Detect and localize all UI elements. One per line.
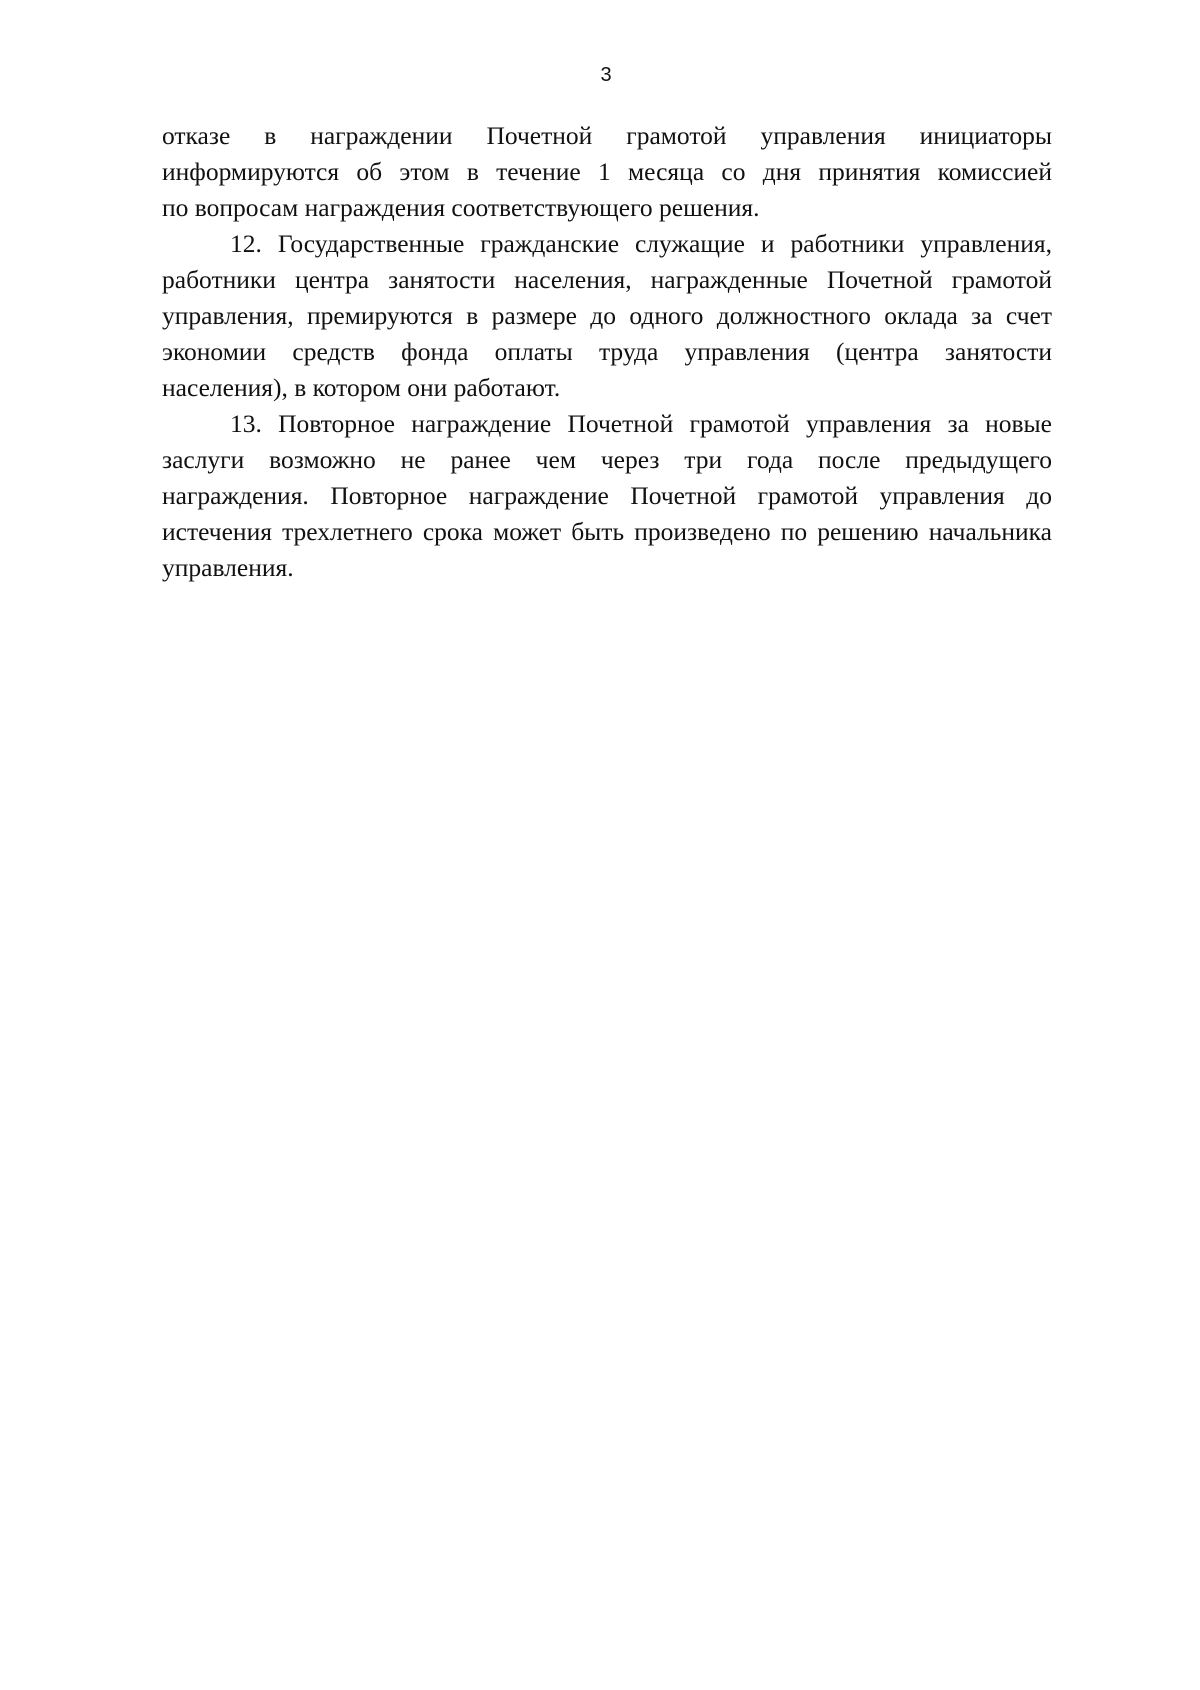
text-line: по вопросам награждения соответствующего решения.: [162, 193, 760, 222]
paragraph-continuation: [162, 118, 1052, 226]
text-line: отказе в награждении Почетной грамотой управления инициаторы: [162, 121, 1052, 150]
text-line: награждения. Повторное награждение Почетной грамотой управления до: [162, 481, 1052, 510]
paragraph-12: [162, 226, 1052, 406]
page-number: 3: [600, 64, 612, 86]
text-line: 12. Государственные гражданские служащие и работники управления,: [230, 229, 1052, 258]
text-line: управления, премируются в размере до одного должностного оклада за счет: [162, 301, 1052, 330]
text-line: 13. Повторное награждение Почетной грамотой управления за новые: [230, 409, 1052, 438]
paragraph-13: [162, 406, 1052, 586]
text-line: экономии средств фонда оплаты труда управления (центра занятости: [162, 337, 1052, 366]
text-line: истечения трехлетнего срока может быть произведено по решению начальника: [162, 517, 1052, 546]
document-body: [162, 118, 1052, 586]
text-line: населения), в котором они работают.: [162, 373, 561, 402]
text-line: заслуги возможно не ранее чем через три года после предыдущего: [162, 445, 1052, 474]
text-line: информируются об этом в течение 1 месяца со дня принятия комиссией: [162, 157, 1052, 186]
text-line: управления.: [162, 553, 294, 582]
text-line: работники центра занятости населения, награжденные Почетной грамотой: [162, 265, 1052, 294]
